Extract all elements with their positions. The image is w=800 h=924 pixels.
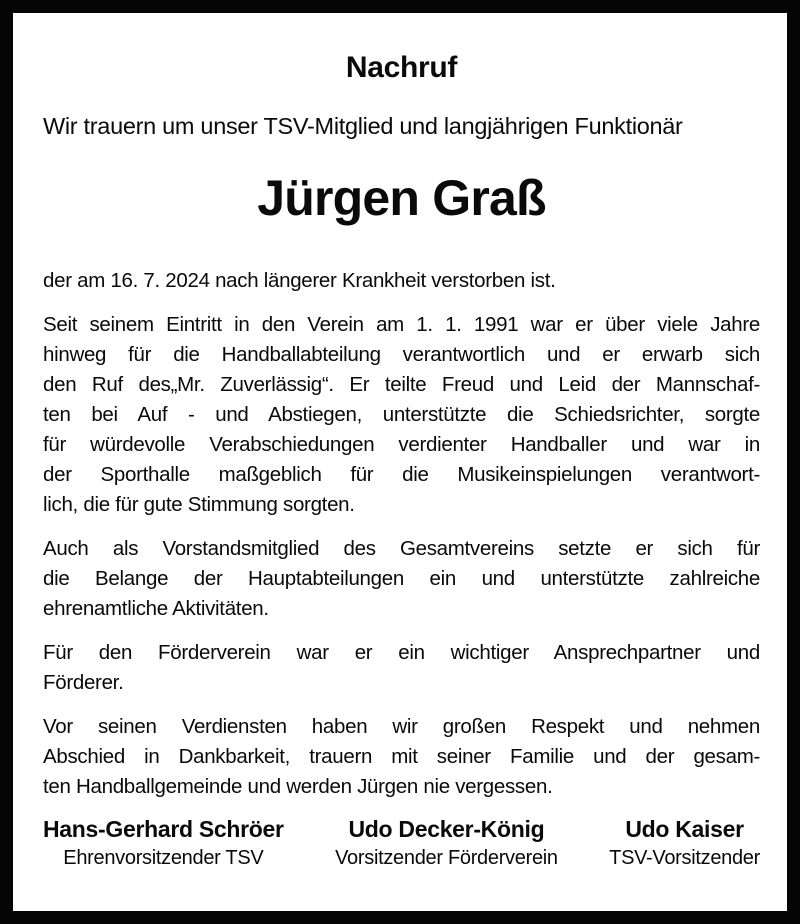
signatory-role: Ehrenvorsitzender TSV xyxy=(63,847,264,869)
paragraph-line: der am 16. 7. 2024 nach längerer Krankheit verstorben ist. xyxy=(43,269,556,292)
signature-column-2 xyxy=(335,814,558,872)
paragraph xyxy=(43,638,760,698)
signatory-name: Udo Decker-König xyxy=(348,816,545,842)
paragraph-line: Seit seinem Eintritt in den Verein am 1. 1. 1991 war er über viele Jahre xyxy=(43,313,760,336)
paragraph-line: Für den Förderverein war er ein wichtiger Ansprechpartner und xyxy=(43,641,760,664)
paragraph xyxy=(43,534,760,624)
paragraph-line: den Ruf des„Mr. Zuverlässig“. Er teilte Freud und Leid der Mannschaf- xyxy=(43,373,760,396)
signatory-name: Hans-Gerhard Schröer xyxy=(43,816,284,842)
deceased-name: Jürgen Graß xyxy=(257,170,546,226)
signatory-role: TSV-Vorsitzender xyxy=(609,847,760,869)
paragraph-line: Abschied in Dankbarkeit, trauern mit seiner Familie und der gesam- xyxy=(43,745,760,768)
signatures-row xyxy=(43,814,760,872)
signatory-name: Udo Kaiser xyxy=(625,816,744,842)
signature-column-1 xyxy=(43,814,284,872)
paragraph-line: Auch als Vorstandsmitglied des Gesamtvereins setzte er sich für xyxy=(43,537,760,560)
signature-column-3 xyxy=(609,814,760,872)
paragraph xyxy=(43,310,760,520)
paragraph-line: ten bei Auf - und Abstiegen, unterstützte die Schiedsrichter, sorgte xyxy=(43,403,760,426)
paragraph-line: ten Handballgemeinde und werden Jürgen nie vergessen. xyxy=(43,775,553,798)
intro-line: Wir trauern um unser TSV-Mitglied und langjährigen Funktionär xyxy=(43,113,683,139)
paragraph-line: Förderer. xyxy=(43,671,124,694)
notice-title: Nachruf xyxy=(345,51,458,84)
paragraph-line: lich, die für gute Stimmung sorgten. xyxy=(43,493,355,516)
paragraph-line: die Belange der Hauptabteilungen ein und unterstützte zahlreiche xyxy=(43,567,760,590)
signatory-role: Vorsitzender Förderverein xyxy=(335,847,558,869)
paragraph xyxy=(43,266,760,296)
paragraph-line: Vor seinen Verdiensten haben wir großen Respekt und nehmen xyxy=(43,715,760,738)
paragraph-line: ehrenamtliche Aktivitäten. xyxy=(43,597,269,620)
paragraph-line: für würdevolle Verabschiedungen verdienter Handballer und war in xyxy=(43,433,760,456)
paragraph-line: der Sporthalle maßgeblich für die Musikeinspielungen verantwort- xyxy=(43,463,760,486)
paragraph xyxy=(43,712,760,802)
body-paragraphs xyxy=(43,266,760,802)
paragraph-line: hinweg für die Handballabteilung verantwortlich und er erwarb sich xyxy=(43,343,760,366)
